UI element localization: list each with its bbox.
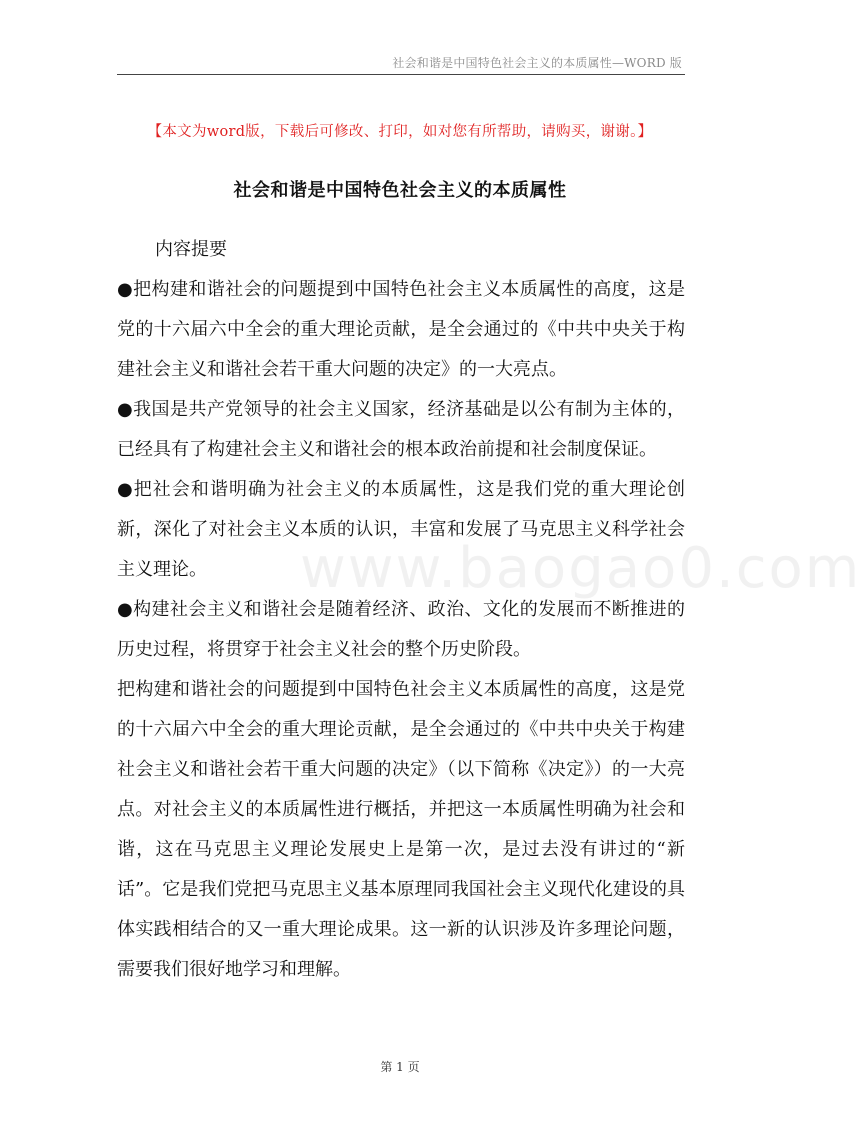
document-body [117,230,685,990]
header-divider [117,74,685,75]
body-paragraph: 把构建和谐社会的问题提到中国特色社会主义本质属性的高度，这是党的十六届六中全会的重大理论贡献，是全会通过的《中共中央关于构建社会主义和谐社会若干重大问题的决定》（以下简称《决定》）的一大亮点。对社会主义的本质属性进行概括，并把这一本质属性明确为社会和谐，这在马克思主义理论发展史上是第一次，是过去没有讲过的“新话”。它是我们党把马克思主义基本原理同我国社会主义现代化建设的具体实践相结合的又一重大理论成果。这一新的认识涉及许多理论问题，需要我们很好地学习和理解。 [117,679,685,980]
bullet-text: 把构建和谐社会的问题提到中国特色社会主义本质属性的高度，这是党的十六届六中全会的重大理论贡献，是全会通过的《中共中央关于构建社会主义和谐社会若干重大问题的决定》的一大亮点。 [117,279,685,380]
bullet-text: 把社会和谐明确为社会主义的本质属性，这是我们党的重大理论创新，深化了对社会主义本质的认识，丰富和发展了马克思主义科学社会主义理论。 [117,479,685,580]
bullet-text: 构建社会主义和谐社会是随着经济、政治、文化的发展而不断推进的历史过程，将贯穿于社会主义社会的整个历史阶段。 [117,599,685,660]
document-title: 社会和谐是中国特色社会主义的本质属性 [233,180,567,201]
page-number: 第 1 页 [380,1060,420,1074]
bullet-dot-icon: ● [117,279,134,300]
summary-bullet [117,590,685,670]
summary-bullet [117,470,685,590]
bullet-dot-icon: ● [117,479,134,500]
bullet-dot-icon: ● [117,599,134,620]
section-heading: 内容提要 [155,239,227,260]
watermark: www.baogao0.com [300,536,861,601]
bullet-dot-icon: ● [117,399,134,420]
download-notice: 【本文为word版，下载后可修改、打印，如对您有所帮助，请购买，谢谢。】 [147,124,653,140]
summary-bullet [117,270,685,390]
bullet-text: 我国是共产党领导的社会主义国家，经济基础是以公有制为主体的，已经具有了构建社会主义和谐社会的根本政治前提和社会制度保证。 [117,399,685,460]
summary-bullet [117,390,685,470]
running-header: 社会和谐是中国特色社会主义的本质属性—WORD 版 [392,56,682,70]
